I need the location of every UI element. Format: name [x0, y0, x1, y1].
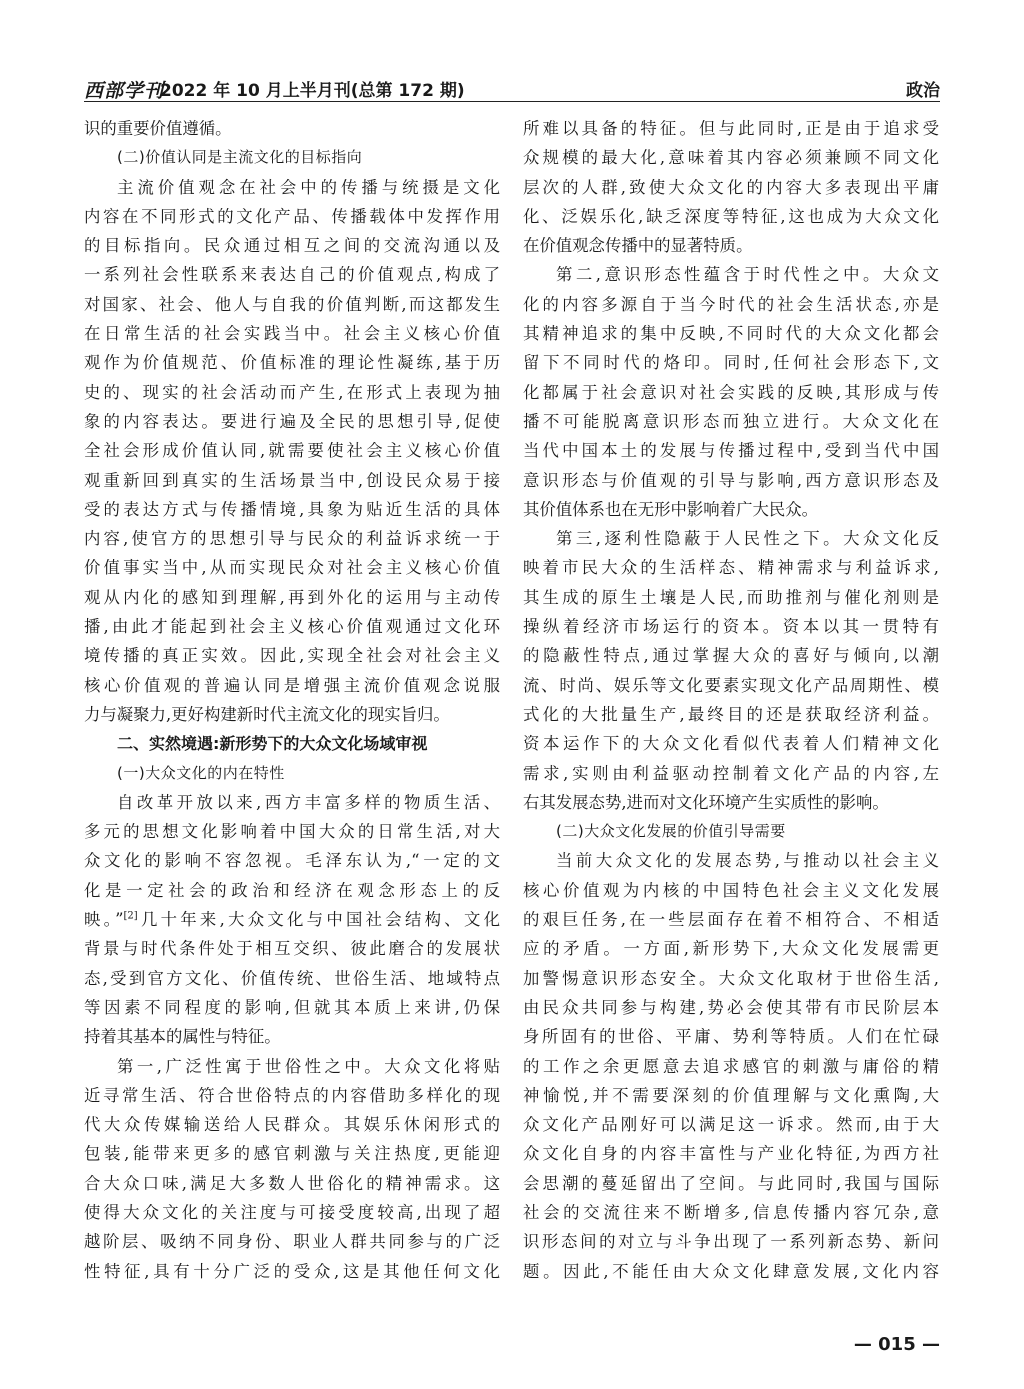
text-line: 播不可能脱离意识形态而独立进行。大众文化在 [523, 411, 939, 431]
text-line: 越阶层、吸纳不同身份、职业人群共同参与的广泛 [84, 1232, 500, 1252]
text-line: 第二,意识形态性蕴含于时代性之中。大众文 [556, 265, 939, 285]
text-line: 资本运作下的大众文化看似代表着人们精神文化 [523, 734, 939, 754]
text-line: 当前大众文化的发展态势,与推动以社会主义 [556, 851, 939, 871]
text-line: 多元的思想文化影响着中国大众的日常生活,对大 [84, 822, 500, 842]
text-line: 右其发展态势,进而对文化环境产生实质性的影响。 [523, 792, 889, 812]
text-line: 态,受到官方文化、价值传统、世俗生活、地域特点 [84, 968, 500, 988]
text-line: 合大众口味,满足大多数人世俗化的精神需求。这 [84, 1173, 500, 1193]
text-line: 核心价值观的普遍认同是增强主流价值观念说服 [84, 675, 500, 695]
text-line: 众规模的最大化,意味着其内容必须兼顾不同文化 [523, 148, 939, 168]
issue-info: 2022 年 10 月上半月刊(总第 172 期) [160, 81, 465, 101]
text-line: 对国家、社会、他人与自我的价值判断,而这都发生 [84, 294, 500, 314]
text-line: 在价值观念传播中的显著特质。 [523, 236, 753, 256]
text-line: 意识形态与价值观的引导与影响,西方意识形态及 [523, 470, 939, 490]
text-line: 所难以具备的特征。但与此同时,正是由于追求受 [523, 119, 939, 138]
text-line: 观重新回到真实的生活场景当中,创设民众易于接 [84, 470, 500, 490]
text-line: 化是一定社会的政治和经济在观念形态上的反 [84, 880, 500, 900]
text-line: 全社会形成价值认同,就需要使社会主义核心价值 [84, 441, 500, 461]
text-line: 的隐蔽性特点,通过掌握大众的喜好与倾向,以潮 [523, 646, 939, 666]
text-line: 层次的人群,致使大众文化的内容大多表现出平庸 [523, 177, 939, 197]
header-rule [84, 101, 940, 102]
text-line: 等因素不同程度的影响,但就其本质上来讲,仍保 [84, 997, 500, 1017]
text-line: 其精神追求的集中反映,不同时代的大众文化都会 [523, 324, 939, 344]
text-segment: 几十年来,大众文化与中国社会结构、文化 [137, 910, 500, 930]
text-line: 其价值体系也在无形中影响着广大民众。 [523, 499, 819, 519]
running-header [84, 74, 940, 102]
subsection-heading: (二)大众文化发展的价值引导需要 [556, 822, 786, 841]
text-line: 式化的大批量生产,最终目的还是获取经济利益。 [523, 704, 939, 724]
text-line: 近寻常生活、符合世俗特点的内容借助多样化的现 [84, 1085, 500, 1105]
text-line: 操纵着经济市场运行的资本。资本以其一贯特有 [523, 617, 939, 637]
text-line: 内容在不同形式的文化产品、传播载体中发挥作用 [84, 206, 500, 226]
text-line: 观从内化的感知到理解,再到外化的运用与主动传 [84, 587, 500, 607]
text-line: 价值事实当中,从而实现民众对社会主义核心价值 [84, 558, 500, 578]
text-line: 的艰巨任务,在一些层面存在着不相符合、不相适 [523, 910, 939, 930]
text-line: 代大众传媒输送给人民群众。其娱乐休闲形式的 [84, 1115, 500, 1135]
text-line: 史的、现实的社会活动而产生,在形式上表现为抽 [84, 382, 500, 402]
section-heading: 二、实然境遇:新形势下的大众文化场域审视 [117, 734, 428, 754]
section-label: 政治 [906, 81, 940, 101]
text-line: 化都属于社会意识对社会实践的反映,其形成与传 [523, 382, 939, 402]
text-line: 其生成的原生土壤是人民,而助推剂与催化剂则是 [523, 587, 939, 607]
text-line: 包装,能带来更多的感官刺激与关注热度,更能迎 [84, 1144, 500, 1164]
text-line: 背景与时代条件处于相互交织、彼此磨合的发展状 [84, 939, 500, 959]
text-line: 主流价值观念在社会中的传播与统摄是文化 [117, 177, 500, 197]
text-line: 象的内容表达。要进行遍及全民的思想引导,促使 [84, 411, 500, 431]
text-line: 化、泛娱乐化,缺乏深度等特征,这也成为大众文化 [523, 206, 939, 226]
text-line-with-citation [84, 905, 500, 934]
text-line: 第三,逐利性隐蔽于人民性之下。大众文化反 [556, 529, 939, 549]
text-line: 识的重要价值遵循。 [84, 119, 232, 138]
text-segment: 映。” [84, 910, 124, 930]
text-line: 受的表达方式与传播情境,具象为贴近生活的具体 [84, 499, 500, 519]
text-line: 需求,实则由利益驱动控制着文化产品的内容,左 [523, 763, 939, 783]
text-line: 观作为价值规范、价值标准的理论性凝练,基于历 [84, 353, 500, 373]
text-line: 留下不同时代的烙印。同时,任何社会形态下,文 [523, 353, 939, 373]
text-line: 会思潮的蔓延留出了空间。与此同时,我国与国际 [523, 1173, 939, 1193]
left-column [84, 114, 500, 1286]
text-line: 一系列社会性联系来表达自己的价值观点,构成了 [84, 265, 500, 285]
text-line: 在日常生活的社会实践当中。社会主义核心价值 [84, 324, 500, 344]
page-number: — 015 — [853, 1334, 940, 1355]
text-line: 众文化的影响不容忽视。毛泽东认为,“一定的文 [84, 851, 500, 871]
text-line: 题。因此,不能任由大众文化肆意发展,文化内容 [523, 1261, 939, 1281]
text-line: 由民众共同参与构建,势必会使其带有市民阶层本 [523, 997, 939, 1017]
text-line: 众文化产品刚好可以满足这一诉求。然而,由于大 [523, 1115, 939, 1135]
text-line: 映着市民大众的生活样态、精神需求与利益诉求, [523, 558, 939, 578]
subsection-heading: (一)大众文化的内在特性 [117, 763, 285, 782]
text-line: 的工作之余更愿意去追求感官的刺激与庸俗的精 [523, 1056, 939, 1076]
text-line: 社会的交流往来不断增多,信息传播内容冗杂,意 [523, 1202, 939, 1222]
journal-logo: 西部学刊 [84, 80, 165, 102]
subsection-heading: (二)价值认同是主流文化的目标指向 [117, 148, 363, 167]
text-line: 的目标指向。民众通过相互之间的交流沟通以及 [84, 236, 500, 256]
text-line: 核心价值观为内核的中国特色社会主义文化发展 [523, 880, 939, 900]
citation-mark: [2] [123, 910, 138, 922]
text-line: 流、时尚、娱乐等文化要素实现文化产品周期性、模 [523, 675, 939, 695]
text-line: 身所固有的世俗、平庸、势利等特质。人们在忙碌 [523, 1027, 939, 1047]
text-line: 持着其基本的属性与特征。 [84, 1027, 281, 1047]
text-line: 识形态间的对立与斗争出现了一系列新态势、新问 [523, 1232, 939, 1252]
text-line: 使得大众文化的关注度与可接受度较高,出现了超 [84, 1202, 500, 1222]
right-column [523, 114, 939, 1286]
text-line: 内容,使官方的思想引导与民众的利益诉求统一于 [84, 529, 500, 549]
text-line: 性特征,具有十分广泛的受众,这是其他任何文化 [84, 1261, 500, 1281]
text-line: 境传播的真正实效。因此,实现全社会对社会主义 [84, 646, 500, 666]
text-line: 加警惕意识形态安全。大众文化取材于世俗生活, [523, 968, 939, 988]
text-line: 力与凝聚力,更好构建新时代主流文化的现实旨归。 [84, 704, 450, 724]
text-line: 神愉悦,并不需要深刻的价值理解与文化熏陶,大 [523, 1085, 939, 1105]
text-line: 当代中国本土的发展与传播过程中,受到当代中国 [523, 441, 939, 461]
text-line: 众文化自身的内容丰富性与产业化特征,为西方社 [523, 1144, 939, 1164]
text-line: 第一,广泛性寓于世俗性之中。大众文化将贴 [117, 1056, 500, 1076]
text-line: 应的矛盾。一方面,新形势下,大众文化发展需更 [523, 939, 939, 959]
text-line: 化的内容多源自于当今时代的社会生活状态,亦是 [523, 294, 939, 314]
text-line: 播,由此才能起到社会主义核心价值观通过文化环 [84, 617, 500, 637]
text-line: 自改革开放以来,西方丰富多样的物质生活、 [117, 792, 500, 812]
